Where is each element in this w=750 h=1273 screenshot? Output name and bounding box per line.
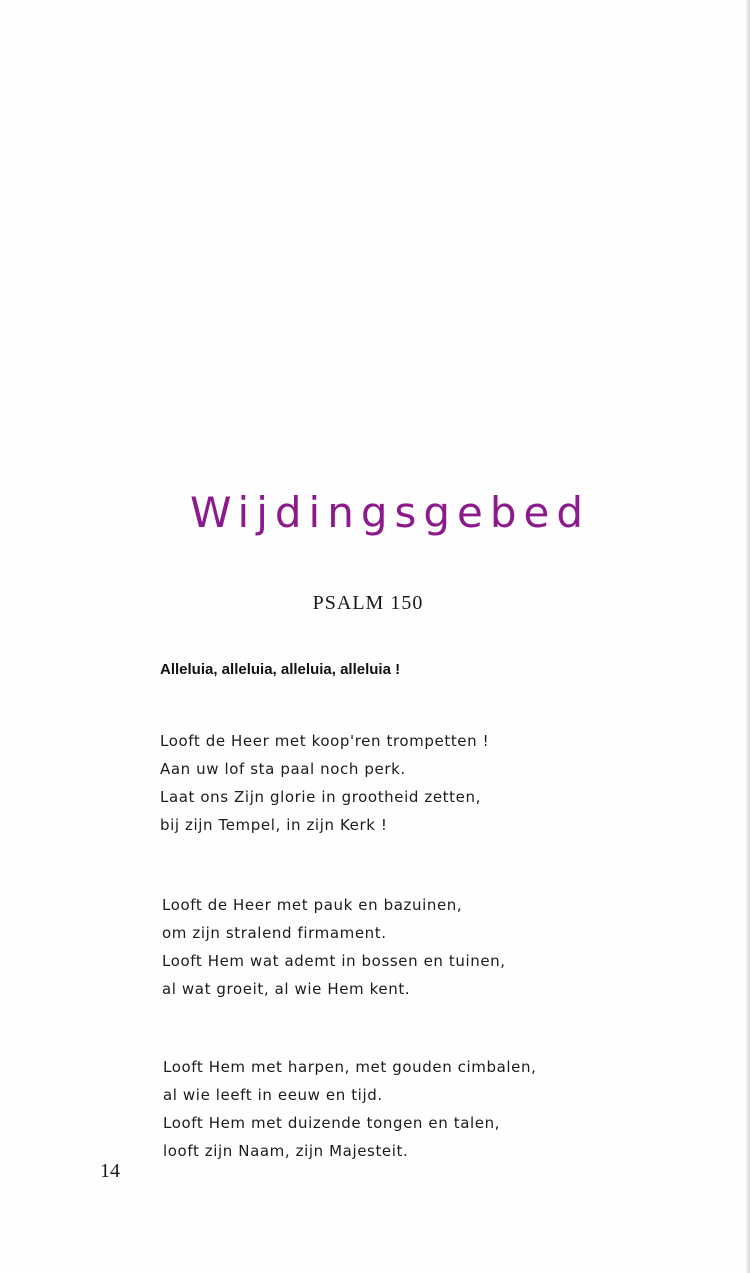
stanza-line: al wie leeft in eeuw en tijd. xyxy=(163,1086,383,1104)
page-number: 14 xyxy=(100,1160,120,1182)
stanza-2 xyxy=(162,891,506,1003)
stanza-1 xyxy=(160,727,489,839)
stanza-line: Looft Hem wat ademt in bossen en tuinen, xyxy=(162,952,506,970)
stanza-line: al wat groeit, al wie Hem kent. xyxy=(162,980,411,998)
stanza-line: Looft de Heer met pauk en bazuinen, xyxy=(162,896,463,914)
stanza-line: bij zijn Tempel, in zijn Kerk ! xyxy=(160,816,388,834)
stanza-line: Laat ons Zijn glorie in grootheid zetten, xyxy=(160,788,481,806)
stanza-line: Looft de Heer met koop'ren trompetten ! xyxy=(160,732,490,750)
stanza-line: Looft Hem met duizende tongen en talen, xyxy=(163,1114,501,1132)
stanza-3 xyxy=(163,1053,536,1165)
refrain-line: Alleluia, alleluia, alleluia, alleluia ! xyxy=(160,661,401,678)
stanza-line: Aan uw lof sta paal noch perk. xyxy=(160,760,406,778)
stanza-line: Looft Hem met harpen, met gouden cimbalen, xyxy=(163,1058,537,1076)
stanza-line: om zijn stralend firmament. xyxy=(162,924,387,942)
page-edge-shadow xyxy=(746,0,750,1273)
psalm-heading: PSALM 150 xyxy=(312,592,424,614)
stanza-line: looft zijn Naam, zijn Majesteit. xyxy=(163,1142,409,1160)
page-title: Wijdingsgebed xyxy=(189,488,591,537)
